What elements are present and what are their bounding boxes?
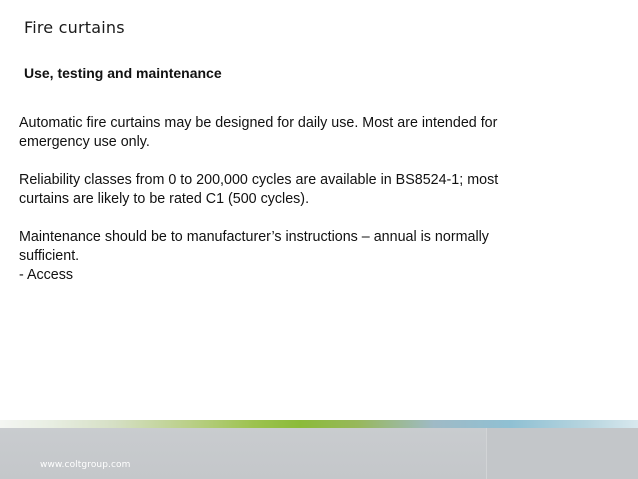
paragraph-reliability [19, 171, 579, 209]
slide-subtitle: Use, testing and maintenance [24, 65, 222, 81]
text-line: curtains are likely to be rated C1 (500 cycles). [19, 191, 310, 207]
text-line: - Access [19, 267, 74, 283]
body-text [19, 114, 579, 285]
text-line: sufficient. [19, 248, 80, 264]
slide-title: Fire curtains [24, 18, 125, 37]
footer-bar-panel [486, 428, 638, 479]
text-line: emergency use only. [19, 134, 150, 150]
paragraph-daily-use [19, 114, 579, 152]
paragraph-maintenance [19, 228, 579, 285]
footer-website-link[interactable]: www.coltgroup.com [40, 460, 131, 470]
text-line: Maintenance should be to manufacturer’s instructions – annual is normally [19, 229, 489, 245]
footer-color-stripe [0, 420, 638, 428]
text-line: Automatic fire curtains may be designed for daily use. Most are intended for [19, 115, 498, 131]
text-line: Reliability classes from 0 to 200,000 cycles are available in BS8524-1; most [19, 172, 499, 188]
